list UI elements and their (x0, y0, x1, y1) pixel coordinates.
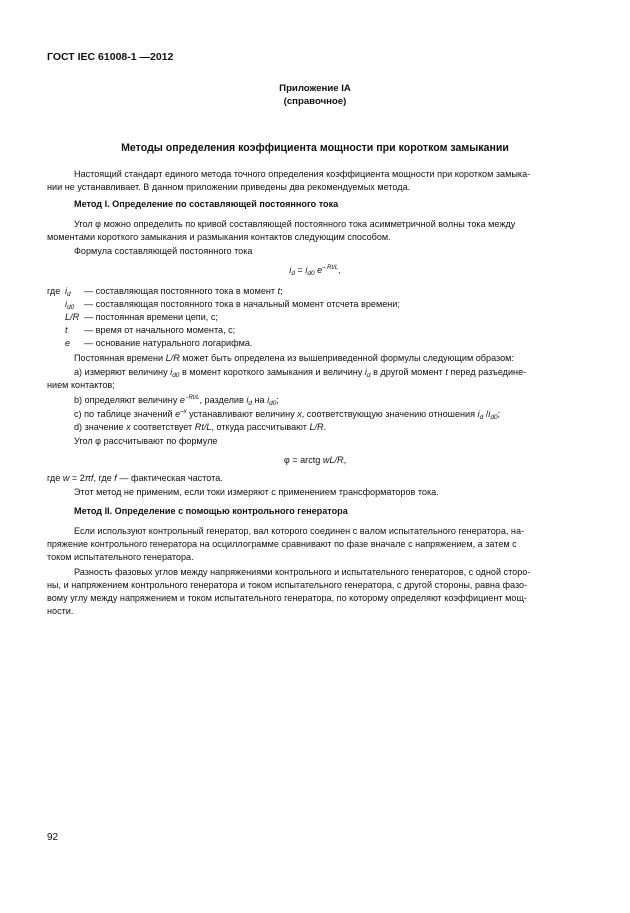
intro-line-2: нии не устанавливает. В данном приложении приведены два рекомендуемых метода. (47, 182, 411, 192)
intro-line-1: Настоящий стандарт единого метода точного определения коэффициента мощности при коротком замыка- (74, 169, 531, 179)
step-b: b) определяют величину $e^{-Rt/L}$, разделив $i_d$ на $i_{d0}$; (74, 395, 279, 407)
method2-p2-line-1: Разность фазовых углов между напряжениями контрольного и испытательного генераторов, с одной сторо- (74, 567, 531, 577)
step-c: c) по таблице значений $e^{-x}$ устанавливают величину x, соответствующую значению отношения $i_d$ $/i_{d0}$; (74, 409, 501, 421)
method1-p1-line-2: моментами короткого замыкания и размыкания контактов следующим способом. (47, 232, 391, 242)
step-d: d) значение x соответствует Rt/L, откуда рассчитывают L/R. (74, 422, 327, 432)
method2-p1-line-2: пряжение контрольного генератора на осциллограмме сравнивают по фазе вначале с напряжением, а затем с (47, 539, 517, 549)
method1-heading: Метод I. Определение по составляющей постоянного тока (74, 199, 339, 209)
method2-p1-line-3: током испытательного генератора. (47, 552, 194, 562)
method1-not-applicable: Этот метод не применим, если токи измеряют с применением трансформаторов тока. (74, 487, 439, 497)
def-text-1: — составляющая постоянного тока в момент t; (84, 286, 283, 296)
def-sym-4: t (65, 325, 68, 335)
def-sym-2: $i_{d0}$ (65, 299, 75, 311)
time-constant-intro: Постоянная времени L/R может быть определена из вышеприведенной формулы следующим образом: (74, 353, 514, 363)
page-number: 92 (47, 832, 59, 843)
step-a-line-1: а) измеряют величину $i_{d0}$ в момент короткого замыкания и величину $i_d$ в другой момент t перед разъедине- (74, 367, 527, 379)
def-text-5: — основание натурального логарифма. (84, 338, 253, 348)
where-label: где (47, 286, 61, 296)
def-sym-1: $i_d$ (65, 286, 71, 298)
def-text-2: — составляющая постоянного тока в начальный момент отсчета времени; (84, 299, 400, 309)
formula-intro: Формула составляющей постоянного тока (74, 246, 253, 256)
method2-p2-line-4: ности. (47, 606, 74, 616)
angle-intro: Угол φ рассчитывают по формуле (74, 436, 218, 446)
where-frequency: где w = 2πf, где f — фактическая частота. (47, 473, 223, 483)
appendix-title: Приложение IA (279, 83, 351, 94)
standard-header: ГОСТ IEC 61008-1 —2012 (47, 51, 174, 63)
def-text-4: — время от начального момента, с; (84, 325, 236, 335)
def-text-3: — постоянная времени цепи, с; (84, 312, 218, 322)
method2-p2-line-2: ны, и напряжением контрольного генератора и током испытательного генератора, с другой стороны, равна фазо- (47, 580, 528, 590)
dc-component-formula: $i_d = i_{d0}$ $e^{- Rt/L}$, (289, 265, 341, 277)
method2-p1-line-1: Если используют контрольный генератор, вал которого соединен с валом испытательного генератора, на- (74, 526, 525, 536)
def-sym-5: e (65, 338, 71, 348)
section-title: Методы определения коэффициента мощности при коротком замыкании (121, 142, 509, 154)
method2-p2-line-3: вому углу между напряжением и током испытательного генератора, по которому определяют коэффициент мощ- (47, 593, 527, 603)
appendix-note: (справочное) (283, 96, 347, 107)
angle-formula: φ = arctg wL/R, (283, 455, 347, 465)
method2-heading: Метод II. Определение с помощью контрольного генератора (74, 506, 348, 516)
method1-p1-line-1: Угол φ можно определить по кривой составляющей постоянного тока асимметричной волны тока между (74, 219, 516, 229)
def-sym-3: L/R (65, 312, 80, 322)
step-a-line-2: нием контактов; (47, 380, 115, 390)
